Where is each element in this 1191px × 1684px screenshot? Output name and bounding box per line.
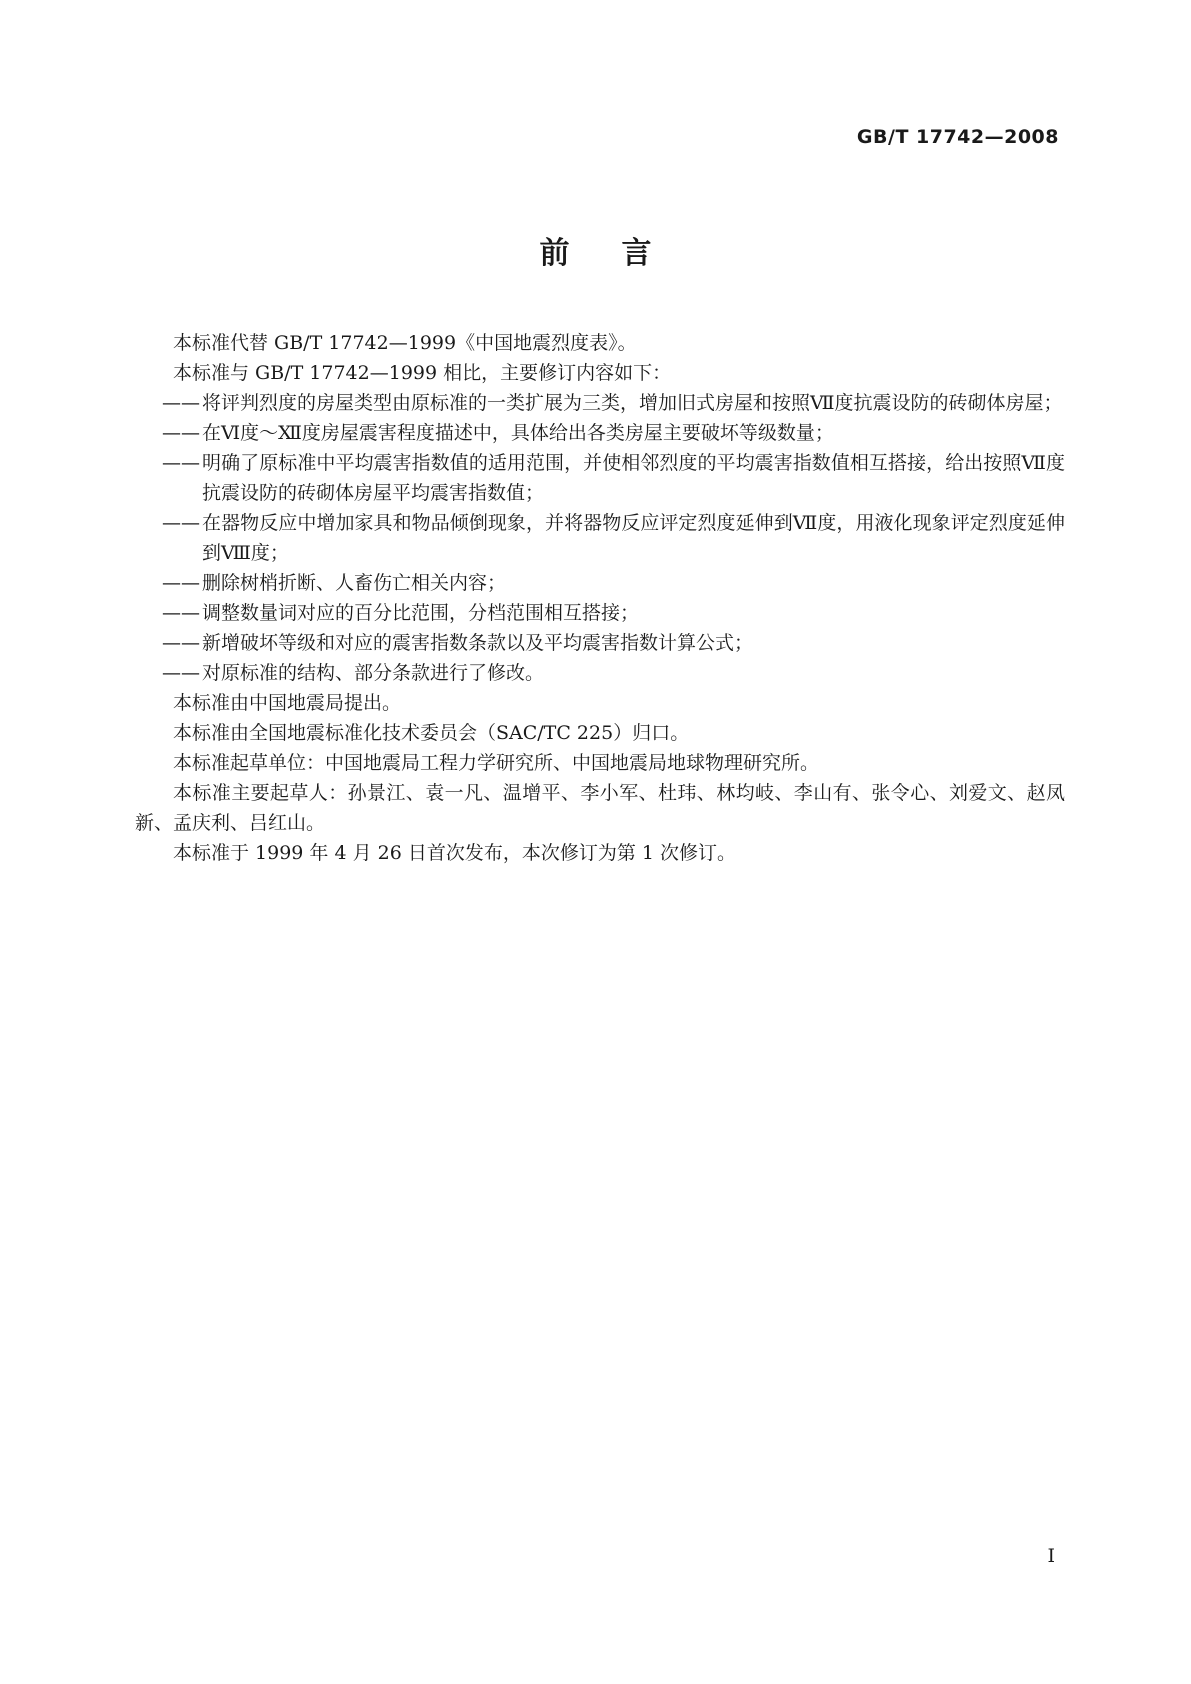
change-item: [135, 508, 1065, 568]
change-item-text: 对原标准的结构、部分条款进行了修改。: [202, 662, 545, 684]
dash-mark: ——: [162, 632, 200, 654]
change-item-text: 删除树梢折断、人畜伤亡相关内容；: [202, 572, 507, 594]
dash-mark: ——: [162, 452, 200, 474]
dash-mark: ——: [162, 392, 200, 414]
paragraph-committee: 本标准由全国地震标准化技术委员会（SAC/TC 225）归口。: [173, 722, 690, 744]
change-item-text: 在器物反应中增加家具和物品倾倒现象，并将器物反应评定烈度延伸到Ⅶ度，用液化现象评定烈度延伸到Ⅷ度；: [202, 512, 1065, 564]
paragraph-history: 本标准于 1999 年 4 月 26 日首次发布，本次修订为第 1 次修订。: [173, 842, 737, 864]
foreword-body: [135, 328, 1065, 868]
dash-mark: ——: [162, 662, 200, 684]
change-item-text: 新增破坏等级和对应的震害指数条款以及平均震害指数计算公式；: [202, 632, 754, 654]
page-title: 前言: [539, 236, 704, 271]
paragraph-changes-intro: 本标准与 GB/T 17742—1999 相比，主要修订内容如下：: [173, 362, 672, 384]
change-item: [135, 448, 1065, 508]
page-number: I: [1047, 1545, 1055, 1567]
change-item: [135, 598, 1065, 628]
change-item-text: 在Ⅵ度～Ⅻ度房屋震害程度描述中，具体给出各类房屋主要破坏等级数量；: [202, 422, 834, 444]
change-item: [135, 418, 1065, 448]
paragraph-drafters: 本标准主要起草人：孙景江、袁一凡、温增平、李小军、杜玮、林均岐、李山有、张令心、刘爱文、赵凤新、孟庆利、吕红山。: [135, 782, 1065, 834]
change-item: [135, 658, 1065, 688]
change-item-text: 将评判烈度的房屋类型由原标准的一类扩展为三类，增加旧式房屋和按照Ⅶ度抗震设防的砖砌体房屋；: [202, 392, 1063, 414]
standard-number: GB/T 17742—2008: [856, 126, 1059, 148]
paragraph-drafting-units: 本标准起草单位：中国地震局工程力学研究所、中国地震局地球物理研究所。: [173, 752, 820, 774]
change-item: [135, 388, 1065, 418]
dash-mark: ——: [162, 512, 200, 534]
paragraph-proposer: 本标准由中国地震局提出。: [173, 692, 402, 714]
change-item-text: 调整数量词对应的百分比范围，分档范围相互搭接；: [202, 602, 640, 624]
paragraph-replaces: 本标准代替 GB/T 17742—1999《中国地震烈度表》。: [173, 332, 637, 354]
dash-mark: ——: [162, 572, 200, 594]
change-item: [135, 628, 1065, 658]
dash-mark: ——: [162, 602, 200, 624]
change-item-text: 明确了原标准中平均震害指数值的适用范围，并使相邻烈度的平均震害指数值相互搭接，给出按照Ⅶ度抗震设防的砖砌体房屋平均震害指数值；: [202, 452, 1065, 504]
change-item: [135, 568, 1065, 598]
dash-mark: ——: [162, 422, 200, 444]
